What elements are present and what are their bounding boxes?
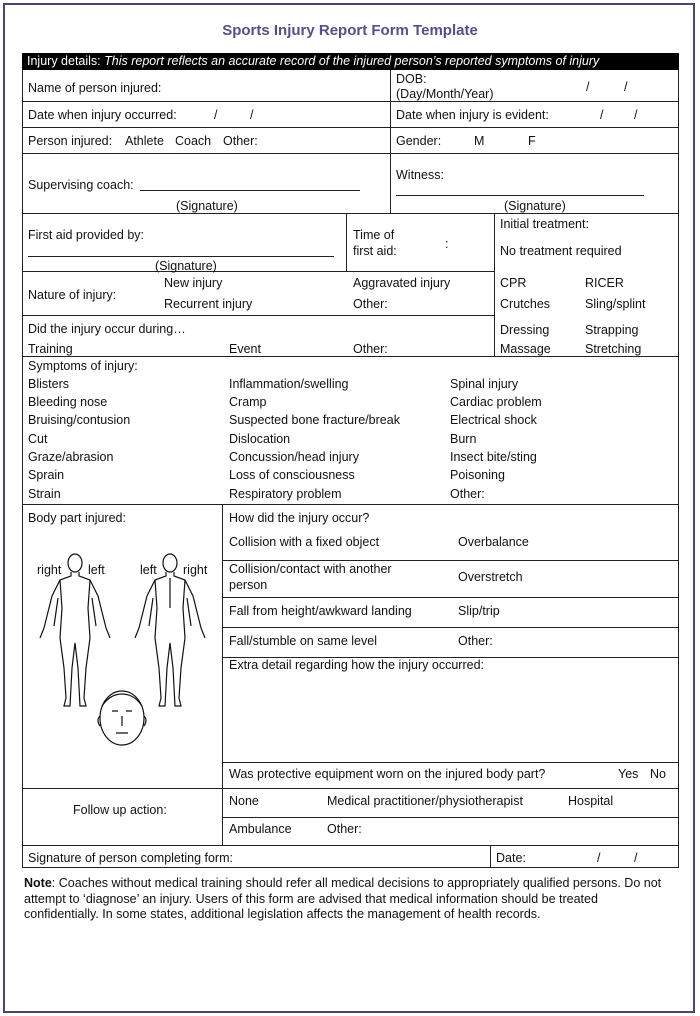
event-option[interactable]: Event [229, 342, 261, 356]
date-slash-1: / [597, 851, 601, 865]
symptom-option[interactable]: Dislocation [229, 432, 291, 446]
supervising-signature-label: (Signature) [176, 199, 238, 213]
rule [390, 70, 391, 213]
first-aid-signature-label: (Signature) [155, 259, 217, 273]
protective-no-option[interactable]: No [650, 767, 666, 781]
how-other-option[interactable]: Other: [458, 634, 493, 648]
dob-label: DOB: [396, 72, 427, 86]
overbalance-option[interactable]: Overbalance [458, 535, 529, 549]
protective-label: Was protective equipment worn on the injured body part? [229, 767, 546, 781]
treatment-sling[interactable]: Sling/splint [585, 297, 646, 311]
symptom-option[interactable]: Cut [28, 432, 48, 446]
occur-other-option[interactable]: Other: [353, 342, 388, 356]
rule [222, 762, 679, 763]
symptom-option[interactable]: Electrical shock [450, 413, 537, 427]
rule [222, 504, 223, 788]
follow-up-label: Follow up action: [73, 803, 167, 817]
treatment-crutches[interactable]: Crutches [500, 297, 551, 311]
rule [494, 213, 495, 356]
rule [222, 597, 679, 598]
symptom-option[interactable]: Blisters [28, 377, 69, 391]
date-occurred-slash-2: / [250, 108, 254, 122]
extra-detail-field[interactable] [224, 674, 678, 760]
head-figure [98, 691, 146, 745]
symptom-option[interactable]: Poisoning [450, 468, 505, 482]
recurrent-injury-option[interactable]: Recurrent injury [164, 297, 253, 311]
symptom-option[interactable]: Burn [450, 432, 477, 446]
rule [22, 788, 679, 789]
date-evident-slash-2: / [634, 108, 638, 122]
dob-slash-1: / [586, 80, 590, 94]
rule [22, 504, 679, 505]
treatment-ricer[interactable]: RICER [585, 276, 624, 290]
no-treatment-option[interactable]: No treatment required [500, 244, 622, 258]
extra-detail-label: Extra detail regarding how the injury occurred: [229, 658, 484, 672]
symptom-option[interactable]: Cramp [229, 395, 267, 409]
symptom-option[interactable]: Insect bite/sting [450, 450, 537, 464]
note-text: : Coaches without medical training should refer all medical decisions to appropriately qualified persons. Do not attempt to ‘diagnose’ an injury. Users of this form are advised that medical information should be treated confidentially. In some states, additional legislation affects the management of health records. [24, 876, 662, 921]
gender-female-option[interactable]: F [528, 134, 536, 148]
collision-fixed-option[interactable]: Collision with a fixed object [229, 535, 380, 549]
treatment-dressing[interactable]: Dressing [500, 323, 550, 337]
note-paragraph [24, 876, 674, 923]
symptom-option[interactable]: Strain [28, 487, 61, 501]
follow-none-option[interactable]: None [229, 794, 259, 808]
rule [22, 153, 679, 154]
rule [22, 356, 679, 357]
signature-form-label: Signature of person completing form: [28, 851, 233, 865]
supervising-coach-label: Supervising coach: [28, 178, 134, 192]
date-evident-slash-1: / [600, 108, 604, 122]
back-left-label: left [140, 563, 157, 577]
supervising-coach-line[interactable] [140, 190, 360, 191]
fall-level-option[interactable]: Fall/stumble on same level [229, 634, 377, 648]
gender-male-option[interactable]: M [474, 134, 485, 148]
symptoms-label: Symptoms of injury: [28, 359, 138, 373]
overstretch-option[interactable]: Overstretch [458, 570, 523, 584]
symptom-option[interactable]: Concussion/head injury [229, 450, 359, 464]
follow-ambulance-option[interactable]: Ambulance [229, 822, 292, 836]
treatment-cpr[interactable]: CPR [500, 276, 527, 290]
symptom-option[interactable]: Other: [450, 487, 485, 501]
front-right-label: right [37, 563, 62, 577]
how-label: How did the injury occur? [229, 511, 370, 525]
first-aid-line[interactable] [28, 256, 334, 257]
rule [222, 788, 223, 845]
front-body-figure [40, 554, 110, 706]
dob-format-label: (Day/Month/Year) [396, 87, 494, 101]
body-diagram[interactable] [30, 548, 220, 758]
note-label: Note [24, 876, 52, 890]
symptom-option[interactable]: Suspected bone fracture/break [229, 413, 400, 427]
dob-slash-2: / [624, 80, 628, 94]
nature-label: Nature of injury: [28, 288, 117, 302]
rule [222, 627, 679, 628]
gender-label: Gender: [396, 134, 442, 148]
person-injured-label: Person injured: [28, 134, 113, 148]
time-label: Time of [353, 228, 395, 242]
symptom-option[interactable]: Sprain [28, 468, 65, 482]
follow-medical-option[interactable]: Medical practitioner/physiotherapist [327, 794, 523, 808]
date-slash-2: / [634, 851, 638, 865]
rule [22, 101, 679, 102]
protective-yes-option[interactable]: Yes [618, 767, 639, 781]
person-other-option[interactable]: Other: [223, 134, 258, 148]
symptom-option[interactable]: Respiratory problem [229, 487, 342, 501]
follow-other-option[interactable]: Other: [327, 822, 362, 836]
symptom-option[interactable]: Inflammation/swelling [229, 377, 349, 391]
date-label: Date: [496, 851, 526, 865]
athlete-option[interactable]: Athlete [125, 134, 164, 148]
treatment-massage[interactable]: Massage [500, 342, 551, 356]
follow-hospital-option[interactable]: Hospital [568, 794, 614, 808]
symptom-option[interactable]: Bleeding nose [28, 395, 108, 409]
symptom-option[interactable]: Cardiac problem [450, 395, 542, 409]
witness-label: Witness: [396, 168, 444, 182]
injury-details-header [22, 53, 679, 70]
first-aid-label: First aid provided by: [28, 228, 145, 242]
back-right-label: right [183, 563, 208, 577]
rule [22, 271, 494, 272]
symptom-option[interactable]: Loss of consciousness [229, 468, 355, 482]
back-body-figure [135, 554, 208, 706]
form-title: Sports Injury Report Form Template [222, 22, 478, 39]
rule [22, 127, 679, 128]
date-evident-label: Date when injury is evident: [396, 108, 549, 122]
new-injury-option[interactable]: New injury [164, 276, 223, 290]
fall-height-option[interactable]: Fall from height/awkward landing [229, 604, 412, 618]
date-occurred-slash-1: / [214, 108, 218, 122]
treatment-strapping[interactable]: Strapping [585, 323, 639, 337]
coach-option[interactable]: Coach [175, 134, 212, 148]
front-left-label: left [88, 563, 105, 577]
rule [346, 213, 347, 271]
symptom-option[interactable]: Spinal injury [450, 377, 519, 391]
treatment-stretching[interactable]: Stretching [585, 342, 642, 356]
rule [22, 213, 679, 214]
details-label: Injury details: [27, 54, 101, 68]
time-colon: : [445, 237, 449, 251]
details-note: This report reflects an accurate record of the injured person’s reported symptoms of injury [104, 54, 600, 68]
rule [222, 817, 679, 818]
nature-other-option[interactable]: Other: [353, 297, 388, 311]
collision-person-option[interactable]: Collision/contact with another [229, 562, 392, 576]
date-occurred-label: Date when injury occurred: [28, 108, 177, 122]
aggravated-option[interactable]: Aggravated injury [353, 276, 451, 290]
rule [222, 560, 679, 561]
rule [22, 845, 679, 846]
name-label: Name of person injured: [28, 81, 162, 95]
rule [490, 845, 491, 868]
body-part-label: Body part injured: [28, 511, 126, 525]
witness-signature-label: (Signature) [504, 199, 566, 213]
witness-line[interactable] [396, 195, 644, 196]
slip-option[interactable]: Slip/trip [458, 604, 500, 618]
time-label-2: first aid: [353, 244, 397, 258]
occur-during-label: Did the injury occur during… [28, 322, 186, 336]
rule [22, 315, 494, 316]
symptom-option[interactable]: Bruising/contusion [28, 413, 131, 427]
symptom-option[interactable]: Graze/abrasion [28, 450, 114, 464]
initial-treatment-label: Initial treatment: [500, 217, 589, 231]
training-option[interactable]: Training [28, 342, 73, 356]
collision-person-option-2[interactable]: person [229, 578, 268, 592]
